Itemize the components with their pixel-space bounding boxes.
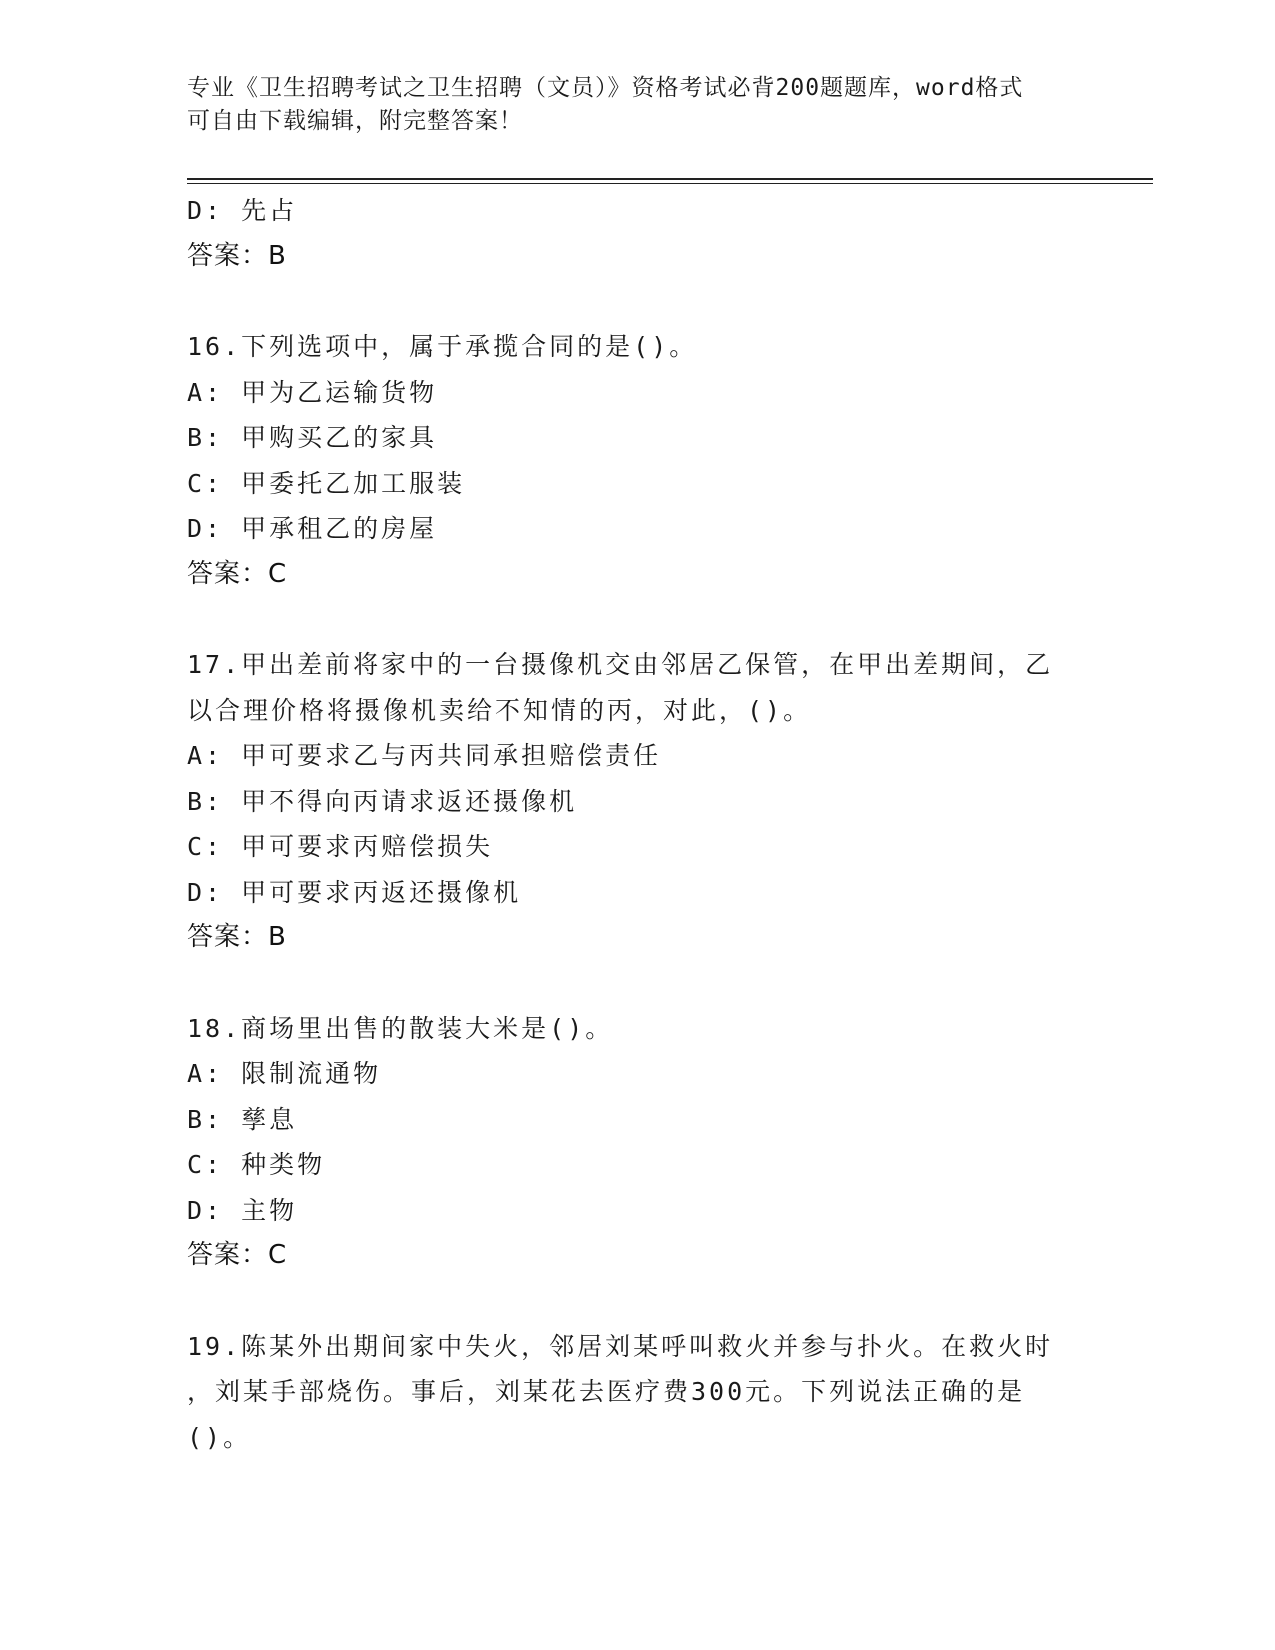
option-a: A: 甲为乙运输货物 [187,377,438,407]
question-stem-line-2: 以合理价格将摄像机卖给不知情的丙，对此，()。 [187,695,812,725]
spacer [187,279,1087,324]
option-c: C: 甲委托乙加工服装 [187,468,466,498]
question-stem: 18.商场里出售的散装大米是()。 [187,1013,614,1043]
question-stem-line-1: 17.甲出差前将家中的一台摄像机交由邻居乙保管，在甲出差期间，乙 [187,650,1054,679]
spacer [187,597,1087,642]
question-18 [187,1006,1087,1279]
header-title-line-2: 可自由下载编辑，附完整答案！ [187,108,523,134]
question-stem-line-1: 19.陈某外出期间家中失火，邻居刘某呼叫救火并参与扑火。在救火时 [187,1331,1054,1361]
question-19 [187,1324,1087,1461]
question-list [187,188,1087,1460]
option-b: B: 孳息 [187,1104,298,1134]
option-d: D: 甲可要求丙返还摄像机 [187,877,522,907]
option-c: C: 甲可要求丙赔偿损失 [187,832,494,861]
question-16 [187,324,1087,597]
document-header [187,72,1087,138]
option-d: D: 主物 [187,1195,298,1225]
answer-label: 答案：B [187,922,287,952]
question-stem-line-3: ()。 [187,1422,252,1452]
answer-label: 答案：C [187,1240,288,1270]
answer-label: 答案：B [187,240,287,271]
option-c: C: 种类物 [187,1150,326,1179]
question-15-tail [187,188,1087,279]
option-b: B: 甲不得向丙请求返还摄像机 [187,786,578,816]
header-divider [187,178,1153,184]
question-stem: 16.下列选项中，属于承揽合同的是()。 [187,332,698,361]
option-a: A: 限制流通物 [187,1059,382,1088]
option-b: B: 甲购买乙的家具 [187,423,438,452]
question-stem-line-2: ，刘某手部烧伤。事后，刘某花去医疗费300元。下列说法正确的是 [187,1377,1026,1406]
spacer [187,1279,1087,1324]
option-d: D: 甲承租乙的房屋 [187,514,438,543]
question-17 [187,642,1087,961]
option-a: A: 甲可要求乙与丙共同承担赔偿责任 [187,741,662,770]
option-d: D: 先占 [187,196,298,225]
answer-label: 答案：C [187,558,288,589]
spacer [187,961,1087,1006]
header-title-line-1: 专业《卫生招聘考试之卫生招聘（文员）》资格考试必背200题题库，word格式 [187,75,1024,101]
